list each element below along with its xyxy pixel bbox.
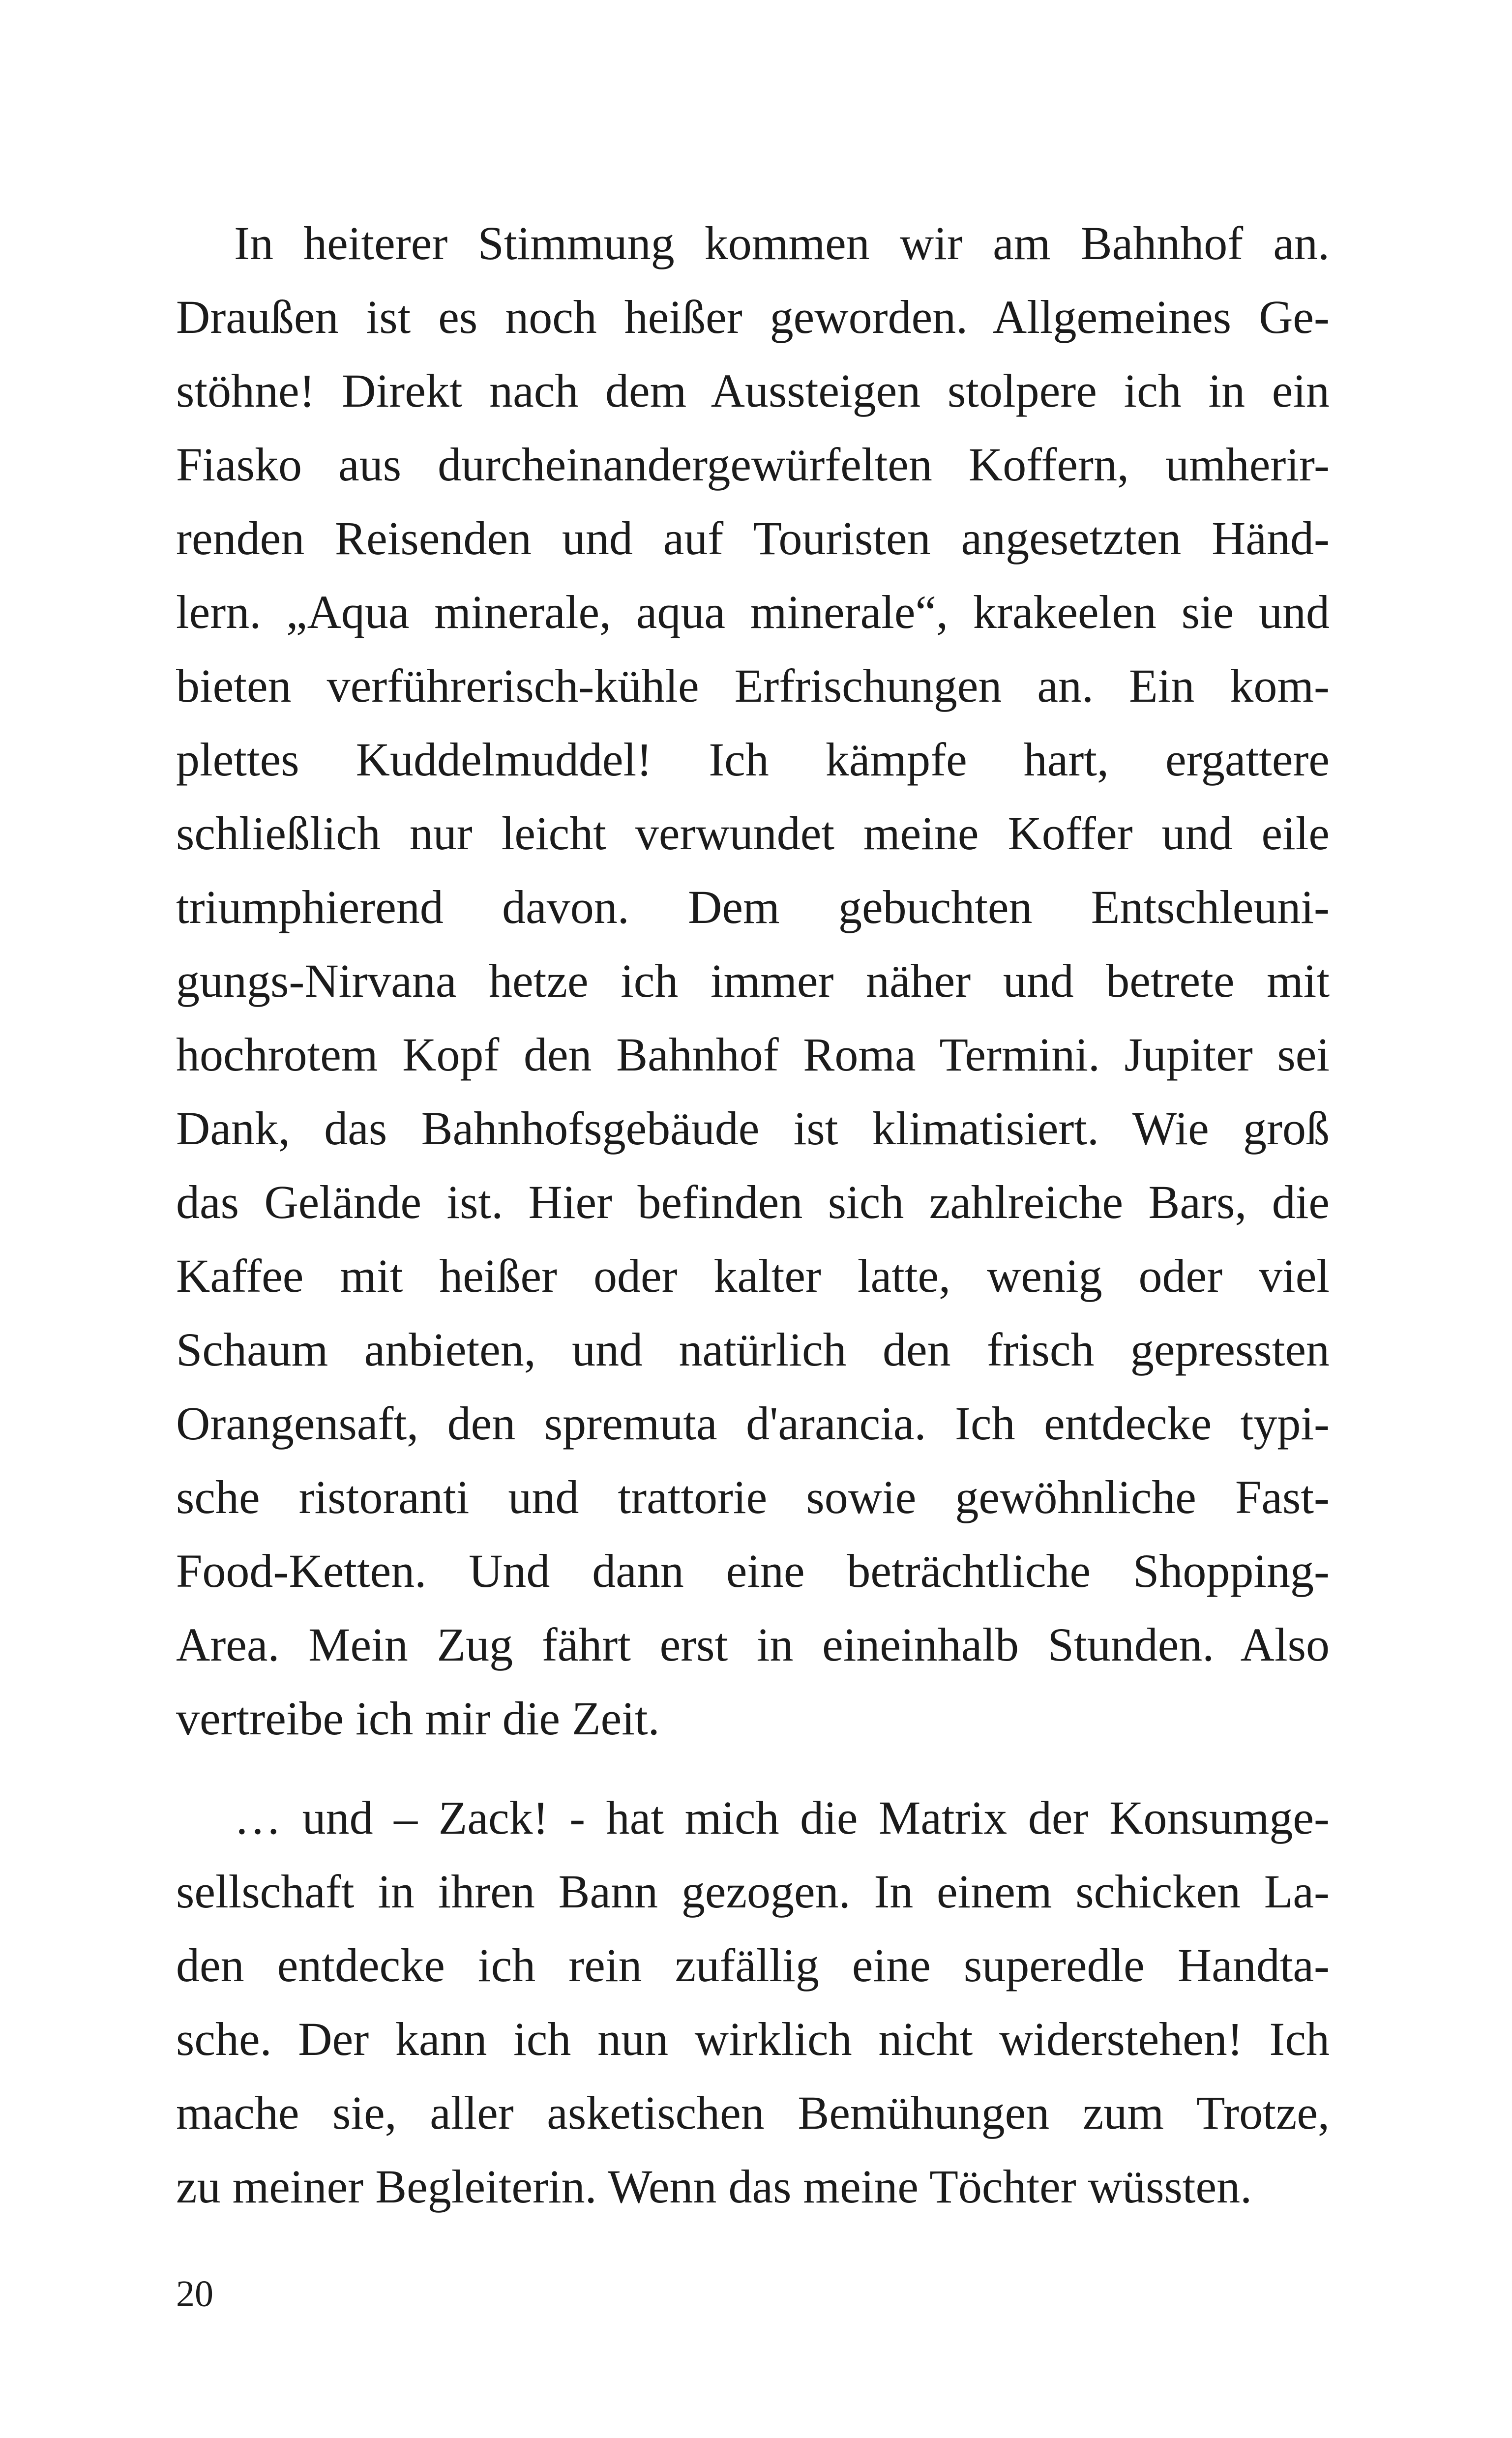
text-line: triumphierend davon. Dem gebuchten Entschleuni-	[176, 881, 1330, 933]
text-line: sellschaft in ihren Bann gezogen. In einem schicken La-	[176, 1865, 1330, 1918]
text-line: Dank, das Bahnhofsgebäude ist klimatisiert. Wie groß	[176, 1102, 1330, 1155]
paragraph-gap	[176, 1755, 1330, 1781]
text-line: das Gelände ist. Hier befinden sich zahlreiche Bars, die	[176, 1176, 1330, 1228]
text-line: sche. Der kann ich nun wirklich nicht widerstehen! Ich	[176, 2013, 1330, 2065]
text-line: Schaum anbieten, und natürlich den frisch gepressten	[176, 1323, 1330, 1376]
paragraph-1	[176, 207, 1330, 1755]
text-line: renden Reisenden und auf Touristen angesetzten Händ-	[176, 512, 1330, 565]
text-line: vertreibe ich mir die Zeit.	[176, 1692, 660, 1745]
text-line: In heiterer Stimmung kommen wir am Bahnhof an.	[234, 217, 1330, 269]
text-line: plettes Kuddelmuddel! Ich kämpfe hart, ergattere	[176, 733, 1330, 786]
text-line: Area. Mein Zug fährt erst in eineinhalb Stunden. Also	[176, 1618, 1330, 1671]
text-line: gungs-Nirvana hetze ich immer näher und betrete mit	[176, 954, 1330, 1007]
text-line: … und – Zack! - hat mich die Matrix der Konsumge-	[234, 1791, 1330, 1844]
text-line: Kaffee mit heißer oder kalter latte, wenig oder viel	[176, 1249, 1330, 1302]
text-line: hochrotem Kopf den Bahnhof Roma Termini. Jupiter sei	[176, 1028, 1330, 1081]
text-line: Fiasko aus durcheinandergewürfelten Koffern, umherir-	[176, 438, 1330, 491]
text-line: Orangensaft, den spremuta d'arancia. Ich entdecke typi-	[176, 1397, 1330, 1450]
text-line: den entdecke ich rein zufällig eine superedle Handta-	[176, 1939, 1330, 1992]
text-line: bieten verführerisch-kühle Erfrischungen an. Ein kom-	[176, 659, 1330, 712]
body-text	[176, 207, 1330, 2224]
text-line: sche ristoranti und trattorie sowie gewöhnliche Fast-	[176, 1471, 1330, 1523]
text-line: lern. „Aqua minerale, aqua minerale“, krakeelen sie und	[176, 586, 1330, 638]
text-line: mache sie, aller asketischen Bemühungen zum Trotze,	[176, 2086, 1330, 2139]
text-line: schließlich nur leicht verwundet meine Koffer und eile	[176, 807, 1330, 860]
page-number: 20	[176, 2273, 213, 2315]
text-line: zu meiner Begleiterin. Wenn das meine Töchter wüssten.	[176, 2160, 1252, 2213]
text-line: stöhne! Direkt nach dem Aussteigen stolpere ich in ein	[176, 364, 1330, 417]
text-line: Food-Ketten. Und dann eine beträchtliche Shopping-	[176, 1545, 1330, 1597]
text-line: Draußen ist es noch heißer geworden. Allgemeines Ge-	[176, 291, 1330, 343]
paragraph-2	[176, 1781, 1330, 2224]
